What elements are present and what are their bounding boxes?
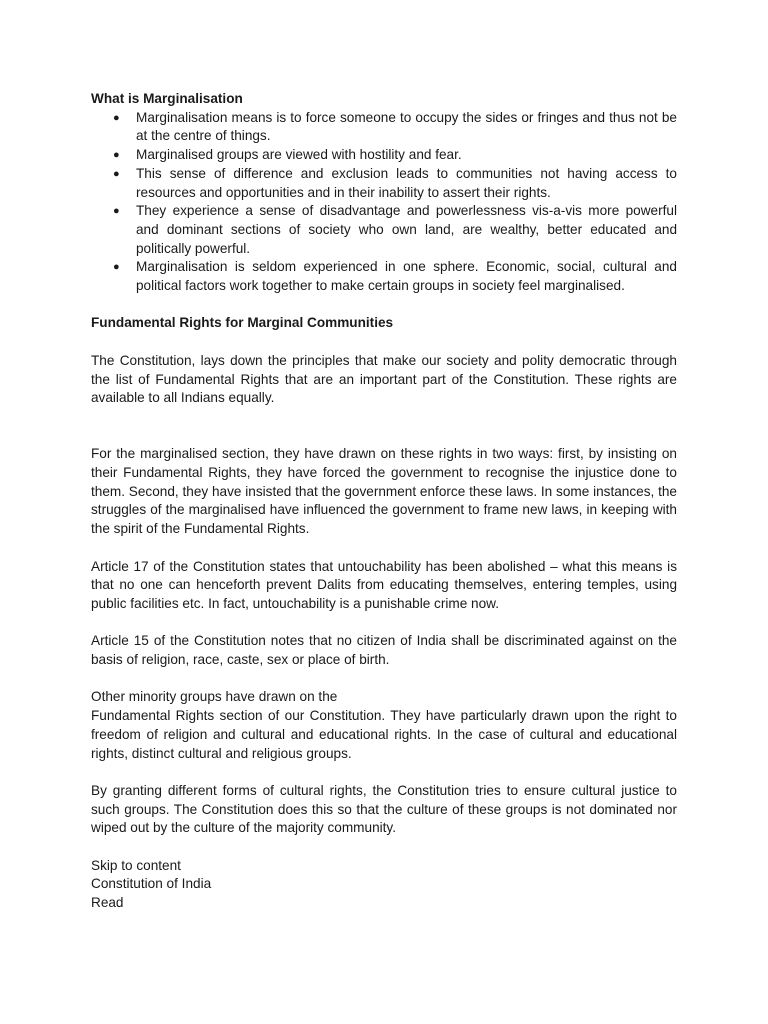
bullet-dot-icon: ● bbox=[113, 205, 120, 218]
document-page bbox=[91, 90, 677, 913]
paragraph-marginalised-two-ways: For the marginalised section, they have drawn on these rights in two ways: first, by insisting on their Fundamental Rights, they have forced the government to recognise the injustice done to them. Second, they have insisted that the government enforce these laws. In some instances, the struggles of the marginalised have influenced the government to frame new laws, in keeping with the spirit of the Fundamental Rights. bbox=[91, 446, 677, 537]
bullet-text: This sense of difference and exclusion leads to communities not having access to resources and opportunities and in their inability to assert their rights. bbox=[136, 165, 677, 200]
bullet-text: Marginalised groups are viewed with hostility and fear. bbox=[136, 147, 462, 163]
marginalisation-bullet-list bbox=[91, 109, 677, 296]
bullet-dot-icon: ● bbox=[113, 111, 120, 124]
heading-what-is-marginalisation: What is Marginalisation bbox=[91, 91, 243, 106]
paragraph-article-15: Article 15 of the Constitution notes that no citizen of India shall be discriminated against on the basis of religion, race, caste, sex or place of birth. bbox=[91, 633, 677, 668]
bullet-text: Marginalisation means is to force someone to occupy the sides or fringes and thus not be at the centre of things. bbox=[136, 109, 677, 144]
paragraph-minority-intro: Other minority groups have drawn on the bbox=[91, 689, 338, 705]
bullet-item bbox=[91, 202, 677, 258]
skip-to-content-link[interactable]: Skip to content bbox=[91, 857, 181, 873]
bullet-item bbox=[91, 146, 677, 165]
bullet-text: Marginalisation is seldom experienced in one sphere. Economic, social, cultural and political factors work together to make certain groups in society feel marginalised. bbox=[136, 259, 677, 294]
heading-fundamental-rights: Fundamental Rights for Marginal Communities bbox=[91, 315, 394, 331]
bullet-dot-icon: ● bbox=[113, 167, 120, 180]
bullet-item bbox=[91, 258, 677, 295]
paragraph-constitution-principles: The Constitution, lays down the principles that make our society and polity democratic through the list of Fundamental Rights that are an important part of the Constitution. These rights are available to all Indians equally. bbox=[91, 352, 677, 406]
bullet-item bbox=[91, 109, 677, 146]
read-text: Read bbox=[91, 895, 124, 911]
paragraph-article-17: Article 17 of the Constitution states that untouchability has been abolished – what this means is that no one can henceforth prevent Dalits from educating themselves, entering temples, using public facilities etc. In fact, untouchability is a punishable crime now. bbox=[91, 558, 677, 611]
bullet-item bbox=[91, 165, 677, 202]
bullet-dot-icon: ● bbox=[113, 149, 120, 162]
constitution-of-india-text: Constitution of India bbox=[91, 876, 212, 892]
paragraph-cultural-rights: By granting different forms of cultural rights, the Constitution tries to ensure cultural justice to such groups. The Constitution does this so that the culture of these groups is not dominated nor wiped out by the culture of the majority community. bbox=[91, 782, 677, 836]
bullet-dot-icon: ● bbox=[113, 261, 120, 274]
paragraph-minority-rights: Fundamental Rights section of our Constitution. They have particularly drawn upon the right to freedom of religion and cultural and educational rights. In the case of cultural and educational rights, distinct cultural and religious groups. bbox=[91, 708, 677, 761]
bullet-text: They experience a sense of disadvantage and powerlessness vis-a-vis more powerful and dominant sections of society who own land, are wealthy, better educated and politically powerful. bbox=[136, 203, 677, 256]
